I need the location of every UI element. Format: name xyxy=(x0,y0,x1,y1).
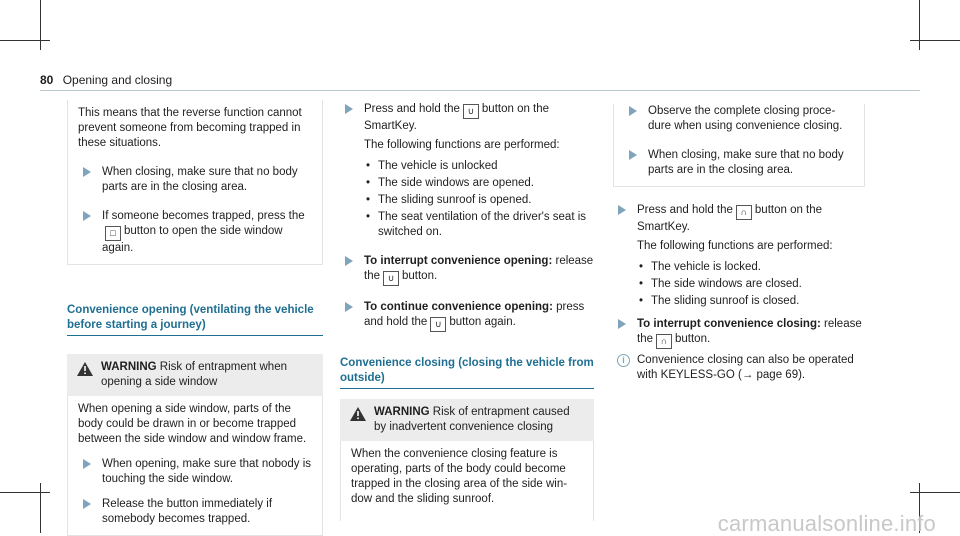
arrow-icon xyxy=(345,302,353,312)
info-note: i Convenience closing can also be operated with KEYLESS-GO (→ page 69). xyxy=(613,353,865,383)
step: Release the button immediately if somebody becomes trapped. xyxy=(78,497,312,527)
step: Press and hold the ∪ button on the SmartKey. The following functions are performed: • The vehicle is unlocked • The side windows are opened. • The sliding sunroof is opened. • The seat ventilation of the driver's seat is switched on. xyxy=(340,102,594,240)
step: When closing, make sure that no body parts are in the closing area. xyxy=(624,148,854,178)
warning-continuation-box xyxy=(613,104,865,187)
warning-body: When opening a side window, parts of the body could be drawn in or become trapped between the side window and window frame. When opening, make sure that nobody is touching the side window. Release the button immediately if somebody becomes trapped. xyxy=(67,396,323,536)
intro-text: This means that the reverse function cannot prevent someone from becoming trapped in these situations. xyxy=(78,107,302,149)
arrow-icon xyxy=(83,459,91,469)
arrow-icon xyxy=(83,167,91,177)
column-3 xyxy=(613,100,865,383)
page-number: 80 xyxy=(40,73,54,87)
lock-button-icon: ∩ xyxy=(736,205,752,220)
arrow-icon xyxy=(618,319,626,329)
function-list xyxy=(364,159,594,240)
crop-mark xyxy=(40,483,41,533)
window-button-icon: □ xyxy=(105,226,121,241)
list-item: • The side windows are opened. xyxy=(364,176,594,191)
lock-button-icon: ∩ xyxy=(656,334,672,349)
unlock-button-icon: ∪ xyxy=(463,104,479,119)
warning-box xyxy=(67,354,323,536)
warning-body: When the convenience closing feature is operating, parts of the body could become trapped in the closing area of the side win-dow and the sliding sunroof. xyxy=(340,441,594,521)
warning-title: Risk of entrapment caused by inadvertent convenience closing xyxy=(374,406,570,433)
warning-continuation-box xyxy=(67,100,323,265)
crop-mark xyxy=(910,40,960,41)
warning-header xyxy=(67,354,323,396)
step: Observe the complete closing proce-dure when using convenience closing. xyxy=(624,104,854,134)
warning-box xyxy=(340,399,594,521)
crop-mark xyxy=(0,492,50,493)
crop-mark xyxy=(40,0,41,50)
section-heading: Convenience opening (ventilating the vehicle before starting a journey) xyxy=(67,303,323,336)
arrow-icon xyxy=(629,106,637,116)
section-heading: Convenience closing (closing the vehicle from outside) xyxy=(340,356,594,389)
step: When closing, make sure that no body parts are in the closing area. xyxy=(78,165,312,195)
list-item: • The seat ventilation of the driver's seat is switched on. xyxy=(364,210,594,240)
arrow-icon xyxy=(345,104,353,114)
step: To interrupt convenience closing: release the ∩ button. xyxy=(613,317,865,349)
crop-mark xyxy=(910,492,960,493)
info-icon: i xyxy=(617,354,630,367)
crop-mark xyxy=(0,40,50,41)
list-item: • The sliding sunroof is opened. xyxy=(364,193,594,208)
step: To continue convenience opening: press and hold the ∪ button again. xyxy=(340,300,594,332)
page-ref-arrow: → xyxy=(741,369,754,381)
step: When opening, make sure that nobody is touching the side window. xyxy=(78,457,312,487)
list-item: • The vehicle is unlocked xyxy=(364,159,594,174)
arrow-icon xyxy=(629,150,637,160)
warning-title: Risk of entrapment when opening a side window xyxy=(101,361,287,388)
warning-label: WARNING xyxy=(101,361,157,373)
step: If someone becomes trapped, press the□ button to open the side window again. xyxy=(78,209,312,256)
arrow-icon xyxy=(618,205,626,215)
crop-mark xyxy=(919,0,920,50)
page-link[interactable]: page 69). xyxy=(756,369,806,381)
list-item: • The sliding sunroof is closed. xyxy=(637,294,865,309)
page-header xyxy=(40,73,172,88)
warning-header xyxy=(340,399,594,441)
step: Press and hold the ∩ button on the SmartKey. The following functions are performed: • The vehicle is locked. • The side windows are closed. • The sliding sunroof is closed. xyxy=(613,203,865,309)
arrow-icon xyxy=(345,256,353,266)
watermark: carmanualsonline.info xyxy=(717,511,936,536)
section-title: Opening and closing xyxy=(62,73,173,87)
column-1 xyxy=(67,100,323,536)
list-item: • The side windows are closed. xyxy=(637,277,865,292)
list-item: • The vehicle is locked. xyxy=(637,260,865,275)
step: To interrupt convenience opening: release the ∪ button. xyxy=(340,254,594,286)
warning-icon xyxy=(77,362,93,376)
function-list xyxy=(637,260,865,309)
unlock-button-icon: ∪ xyxy=(383,271,399,286)
column-2 xyxy=(340,100,594,521)
warning-icon xyxy=(350,407,366,421)
unlock-button-icon: ∪ xyxy=(430,317,446,332)
header-rule xyxy=(40,90,920,91)
arrow-icon xyxy=(83,211,91,221)
arrow-icon xyxy=(83,499,91,509)
warning-label: WARNING xyxy=(374,406,430,418)
